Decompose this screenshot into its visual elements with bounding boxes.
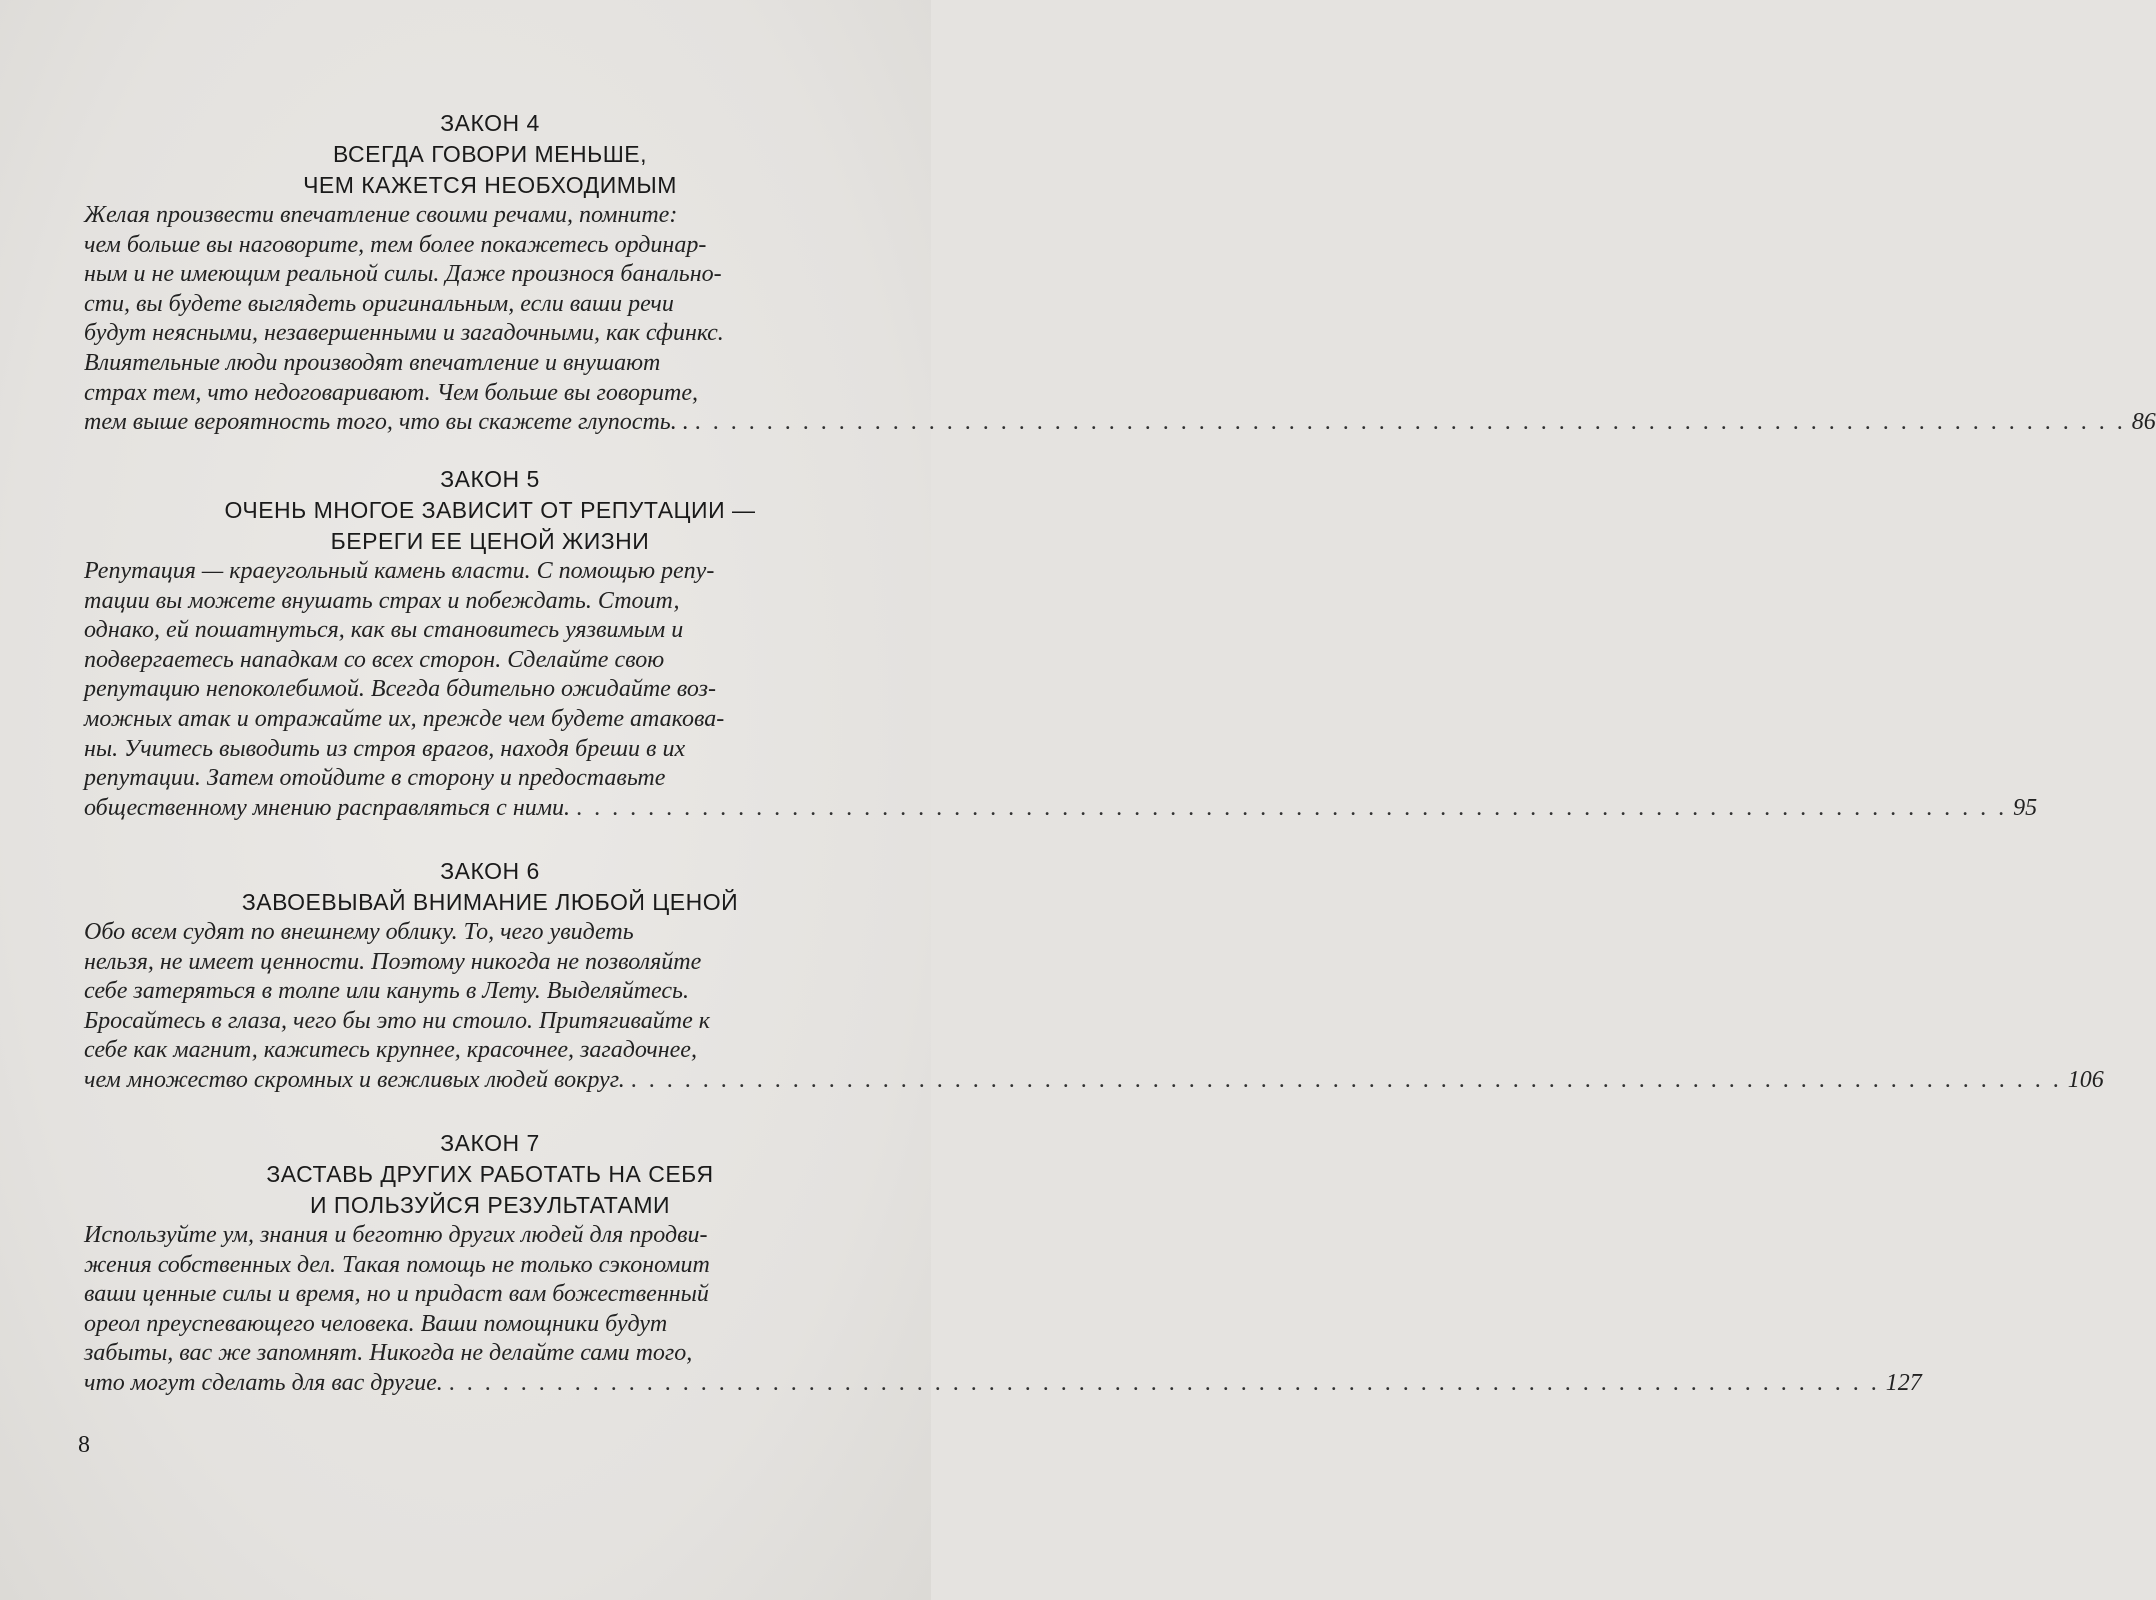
dot-leader: . . . . . . . . . . . . . . . . . . . . . . . . . . . . . . . . . . . . . . . . . . . . . . . . . . . . . . . . . . . . . . . . . . . . . . . . . . . . . . . . <box>576 794 2008 821</box>
law-7-last-text: что могут сделать для вас другие. <box>84 1369 443 1396</box>
law-6-body <box>84 918 2104 1096</box>
law-5-section <box>84 464 2038 823</box>
law-5-line: можных атак и отражайте их, прежде чем будете атакова- <box>84 705 725 732</box>
law-4-title-line-2: ЧЕМ КАЖЕТСЯ НЕОБХОДИМЫМ <box>303 172 677 198</box>
law-4-line: сти, вы будете выглядеть оригинальным, если ваши речи <box>84 290 674 317</box>
law-4-page-ref: 86 <box>2131 409 2156 436</box>
law-5-number: ЗАКОН 5 <box>440 466 540 492</box>
law-7-body <box>84 1221 1922 1399</box>
law-7-title-line-1: ЗАСТАВЬ ДРУГИХ РАБОТАТЬ НА СЕБЯ <box>266 1161 714 1187</box>
law-4-title-line-1: ВСЕГДА ГОВОРИ МЕНЬШЕ, <box>332 141 648 167</box>
law-4-line: Желая произвести впечатление своими речами, помните: <box>84 202 678 228</box>
law-5-line: тации вы можете внушать страх и побеждать. Стоит, <box>84 587 680 614</box>
dot-leader: . . . . . . . . . . . . . . . . . . . . . . . . . . . . . . . . . . . . . . . . . . . . . . . . . . . . . . . . . . . . . . . . . . . . . . . . . . . . . . . . <box>448 1369 1880 1396</box>
law-6-line: Обо всем судят по внешнему облику. То, чего увидеть <box>84 919 634 945</box>
law-7-line: ваши ценные силы и время, но и придаст вам божественный <box>84 1281 709 1308</box>
law-5-title-line-2: БЕРЕГИ ЕЕ ЦЕНОЙ ЖИЗНИ <box>330 528 650 554</box>
law-6-last-line <box>84 1066 2104 1096</box>
law-4-body <box>84 201 2156 438</box>
law-4-line: ным и не имеющим реальной силы. Даже произнося банально- <box>84 261 722 288</box>
law-4-last-line <box>84 408 2156 438</box>
law-4-line: чем больше вы наговорите, тем более покажетесь ординар- <box>84 231 707 258</box>
law-5-title <box>84 464 896 557</box>
law-6-page-ref: 106 <box>2067 1066 2104 1093</box>
law-7-number: ЗАКОН 7 <box>440 1130 540 1156</box>
law-6-title <box>84 856 896 918</box>
law-7-line: жения собственных дел. Такая помощь не только сэкономит <box>84 1251 710 1278</box>
law-7-line: ореол преуспевающего человека. Ваши помощники будут <box>84 1310 668 1337</box>
law-5-last-line <box>84 794 2038 824</box>
law-4-line: будут неясными, незавершенными и загадочными, как сфинкс. <box>84 320 724 347</box>
law-6-last-text: чем множество скромных и вежливых людей вокруг. <box>84 1066 625 1093</box>
law-7-section <box>84 1128 1922 1399</box>
law-5-page-ref: 95 <box>2013 794 2038 821</box>
law-5-line: однако, ей пошатнуться, как вы становитесь уязвимым и <box>84 617 684 644</box>
law-7-last-line <box>84 1369 1922 1399</box>
law-4-last-text: тем выше вероятность того, что вы скажете глупость. . <box>84 409 689 436</box>
law-6-line: себе как магнит, кажитесь крупнее, красочнее, загадочнее, <box>84 1037 697 1064</box>
law-6-line: себе затеряться в толпе или кануть в Лету. Выделяйтесь. <box>84 978 689 1005</box>
law-4-section <box>84 108 2156 438</box>
law-5-body <box>84 557 2038 823</box>
law-5-last-text: общественному мнению расправляться с ними. <box>84 794 571 821</box>
law-7-page-ref: 127 <box>1885 1369 1922 1396</box>
law-4-line: Влиятельные люди производят впечатление и внушают <box>84 349 661 376</box>
law-6-section <box>84 856 2104 1096</box>
page-number: 8 <box>78 1432 90 1458</box>
law-5-title-line-1: ОЧЕНЬ МНОГОЕ ЗАВИСИТ ОТ РЕПУТАЦИИ — <box>224 497 756 523</box>
law-4-number: ЗАКОН 4 <box>440 110 540 136</box>
law-6-title-line-1: ЗАВОЕВЫВАЙ ВНИМАНИЕ ЛЮБОЙ ЦЕНОЙ <box>241 889 739 915</box>
law-7-line: забыты, вас же запомнят. Никогда не делайте сами того, <box>84 1340 693 1367</box>
law-7-title <box>84 1128 896 1221</box>
law-5-line: Репутация — краеугольный камень власти. С помощью репу- <box>84 558 715 584</box>
law-6-number: ЗАКОН 6 <box>440 858 540 884</box>
dot-leader: . . . . . . . . . . . . . . . . . . . . . . . . . . . . . . . . . . . . . . . . . . . . . . . . . . . . . . . . . . . . . . . . . . . . . . . . . . . . . . . . <box>630 1066 2062 1093</box>
law-5-line: репутации. Затем отойдите в сторону и предоставьте <box>84 765 666 792</box>
law-4-line: страх тем, что недоговаривают. Чем больше вы говорите, <box>84 379 698 406</box>
law-6-line: Бросайтесь в глаза, чего бы это ни стоило. Притягивайте к <box>84 1007 710 1034</box>
law-6-line: нельзя, не имеет ценности. Поэтому никогда не позволяйте <box>84 948 702 975</box>
law-7-line: Используйте ум, знания и беготню других людей для продви- <box>84 1222 708 1248</box>
law-5-line: репутацию непоколебимой. Всегда бдительно ожидайте воз- <box>84 676 716 703</box>
law-5-line: подвергаетесь нападкам со всех сторон. Сделайте свою <box>84 646 665 673</box>
dot-leader: . . . . . . . . . . . . . . . . . . . . . . . . . . . . . . . . . . . . . . . . . . . . . . . . . . . . . . . . . . . . . . . . . . . . . . . . . . . . . . . . <box>694 409 2126 436</box>
law-4-title <box>84 108 896 201</box>
law-7-title-line-2: И ПОЛЬЗУЙСЯ РЕЗУЛЬТАТАМИ <box>309 1192 671 1218</box>
law-5-line: ны. Учитесь выводить из строя врагов, находя бреши в их <box>84 735 686 762</box>
